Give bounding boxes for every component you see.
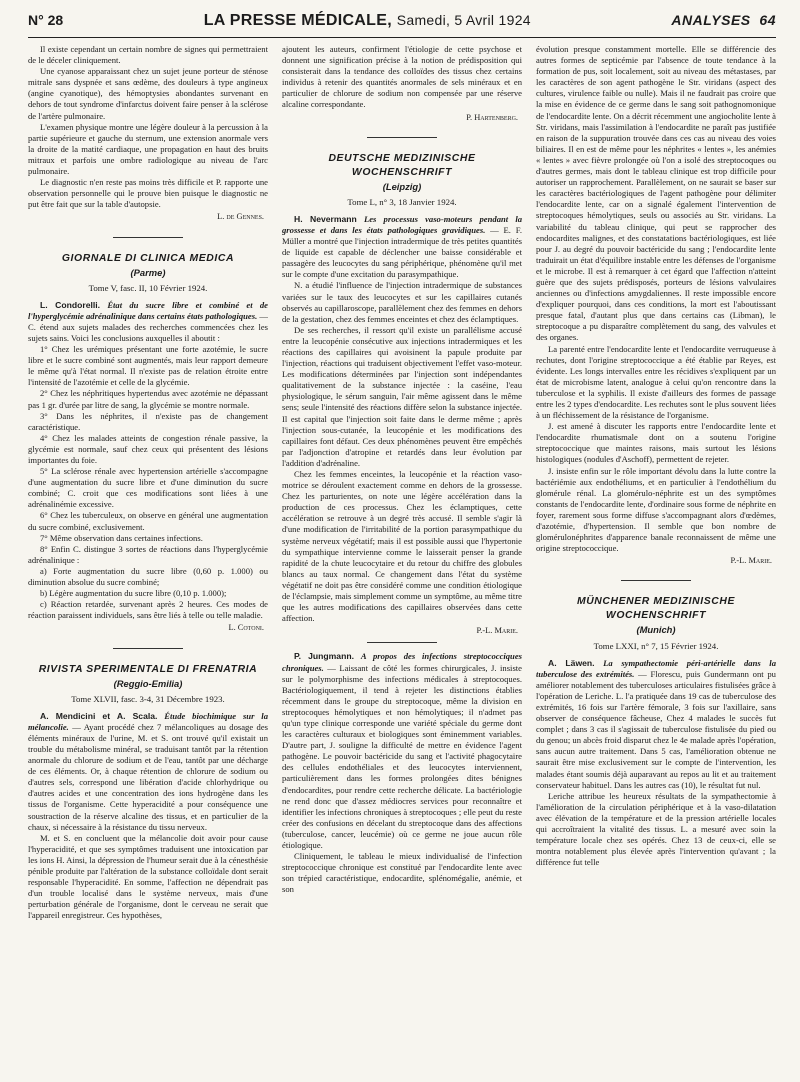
- list-item: 6° Chez les tuberculeux, on observe en général une augmentation du sucre combiné, exclusivement.: [28, 510, 268, 532]
- separator-rule: [113, 648, 183, 649]
- paragraph: Chez les femmes enceintes, la leucopénie et la réaction vaso-motrice se déroulent exactement comme en dehors de la grossesse. Chez les parturientes, on note une légère accélération dans la production de ces processus. Chez les éclamptiques, cette accélération se retrouve à un degré très accusé. Il semble s'agir là d'une modification de l'irritabilité de la portion parasympathique du système nerveux végétatif; mais il est possible aussi que l'hypertonie du sympathique intervienne comme le laisserait penser la grande rapidité de la chute leucocytaire et du retour du chiffre des globules blancs au taux normal. Ce changement dans l'état du système végétatif ne doit pas être considéré comme une condition étiologique de l'éclampsie, mais simplement comme un symptôme, au même titre que les autres modifications des capillaires observées dans cette affection.: [282, 469, 522, 624]
- signature: P.-L. Marie.: [476, 626, 518, 636]
- section-name: ANALYSES: [671, 12, 751, 28]
- article-title: Étude biochimique sur la mélancolie.: [28, 710, 268, 732]
- article: [282, 651, 522, 851]
- text-columns: [28, 44, 776, 1076]
- paragraph: évolution presque constamment mortelle. Elle se différencie des autres formes de septicémie par l'absence de toute tendance à la formation de pus, soit localement, soit au niveau des métastases, par les caractères de son agent pathogène le Str. viridans (aspect des cultures, virulence faible ou nulle). Mais il ne faudrait pas croire que la mise en évidence de ce germe dans le sang soit pathognomonique de l'endocardite lente. On a décrit récemment une angiocholite lente à Str. viridans, mais l'assimilation à l'endocardite ne paraît pas justifiée en raison de la suppuration trouvée dans ces cas au niveau des voies biliaires. Il en est de même pour les néphrites « lentes », les anémies « lentes » avec fièvre prolongée où l'on a isolé des streptocoques ou d'autres germes, mais dont le tableau clinique est trop difficile pour autoriser un rapprochement. Parallèlement, on ne saurait se baser sur les caractères bactériologiques de l'agent pathogène pour délimiter l'endocardite lente, car on a signalé également l'intervention de streptocoques hémolytiques, seuls ou associés au Str. viridans. La variabilité du tableau clinique, qui peut se rapprocher des endocardites malignes, et des constatations bactériologiques, est liée pour J. au degré du pouvoir bactéricide du sang ; l'endocardite lente traduirait un état d'équilibre instable entre les défenses de l'organisme et le microbe. Il est à remarquer à cet égard que l'affection n'atteint guère que des sujets prédisposés, porteurs de lésions valvulaires anciennes ou d'infections amygdaliennes. Il reste impossible encore d'expliquer pourquoi, dans ces conditions, la mort est l'aboutissant presque fatal, d'autant plus que dans certains cas (Libman), le streptocoque a pu disparaître complètement du sang, des valvules et des organes.: [536, 44, 776, 343]
- issue-date: Samedi, 5 Avril 1924: [396, 12, 531, 28]
- page-number: 64: [759, 12, 776, 28]
- column-2: [282, 44, 522, 1076]
- column-1: [28, 44, 268, 1076]
- paragraph: Le diagnostic n'en reste pas moins très difficile et P. rapporte une observation personnelle qui le prouve bien puisque le diagnostic ne put être fait que sur la table d'autopsie.: [28, 177, 268, 210]
- signature: L. de Gennes.: [217, 212, 264, 222]
- article: [28, 300, 268, 344]
- signature: L. Cotoni.: [228, 623, 264, 633]
- paragraph: Il existe cependant un certain nombre de signes qui permettraient de le déceler cliniquement.: [28, 44, 268, 66]
- article-author: H. Nevermann: [294, 213, 357, 224]
- list-item: 2° Chez les néphritiques hypertendus avec azotémie ne dépassant pas 1 gr. d'urée par litre de sang, la glycémie se montre normale.: [28, 388, 268, 410]
- conclusion-list: [28, 344, 268, 621]
- journal-volume: Tome V, fasc. II, 10 Février 1924.: [88, 282, 208, 293]
- journal-masthead: [204, 12, 531, 30]
- list-item: c) Réaction retardée, survenant après 2 heures. Ces modes de réaction paraissent individuels, sans être liés à telle ou telle maladie.: [28, 599, 268, 621]
- article: [282, 214, 522, 281]
- paragraph: De ses recherches, il ressort qu'il existe un parallélisme accusé entre la leucopénie consécutive aux injections intradermiques et les réactions des capillaires qui avoisinent la papule produite par l'injection, réactions qui traduisent objectivement l'effet vaso-moteur. Les modifications déterminées par l'injection sont indépendantes qualitativement de la substance injectée : la caséine, l'eau physiologique, le sérum sanguin, l'air même agissent dans le même sens; seule l'intensité des réactions diffère selon la substance injectée. Il est capital que l'injection soit faite dans le derme même ; après l'injection sous-cutanée, la leucopénie et les modifications des capillaires font défaut. Ces deux phénomènes peuvent être empêchés par l'adjonction d'atropine et retardés dans leur évolution par l'addition d'adrénaline.: [282, 324, 522, 468]
- paragraph: Leriche attribue les heureux résultats de la sympathectomie à l'amélioration de la circulation périphérique et à la vaso-dilatation avec élévation de la température et de la pression artérielle locales qui accroîtraient la vitalité des tissus. L. a mesuré avec soin la température locale chez ses opérés. Chez 13 de ceux-ci, elle se montra notablement plus élevée après l'intervention qu'avant ; la différence fut telle: [536, 790, 776, 868]
- list-item: b) Légère augmentation du sucre libre (0,10 p. 1.000);: [40, 588, 227, 599]
- journal-place: (Reggio-Emilia): [113, 677, 183, 689]
- journal-title: RIVISTA SPERIMENTALE DI FRENATRIA: [38, 663, 258, 675]
- paragraph: ajoutent les auteurs, confirment l'étiologie de cette psychose et donnent une signification précise à la notion de prédisposition qui consisterait dans la tendance des colloïdes des tissus chez certains individus à retenir des quantités anormales de sels minéraux et en particulier de chlorure de sodium non compensée par une réserve alcaline correspondante.: [282, 44, 522, 110]
- section-label: [671, 12, 776, 28]
- journal-volume: Tome LXXI, n° 7, 15 Février 1924.: [593, 640, 719, 651]
- page-header: [28, 12, 776, 38]
- article-author: A. Läwen.: [548, 657, 595, 668]
- article: [28, 711, 268, 833]
- article-title: A propos des infections streptococciques chroniques.: [282, 651, 522, 673]
- article-body: — Laissant de côté les formes chirurgicales, J. insiste sur le polymorphisme des infections médicales à streptocoques. Bactériologiquement, il tend à rejeter les distinctions établies récemment dans le groupe du streptocoque, même la division en streptocoques hémolytiques et non hémolytiques; il n'admet pas qu'un type clinique corresponde une variété spéciale du germe dont les caractères culturaux et biologiques sont éminemment variables. D'autre part, J. souligne la difficulté de mettre en évidence l'agent pathogène. Le pouvoir bactéricide du sang et l'activité phagocytaire des cellules endothéliales et des leucocytes interviennent, particulièrement dans les formes prolongées dites bénignes d'endocardites, pour rendre cette recherche délicate. La bactériologie ne rend donc que d'assez médiocres services pour reconnaître et identifier les infections chroniques à streptocoques ; elle peut du reste créer des confusions en décelant du streptocoque dans des affections (tuberculose, cancer, leucémie) où ce germe ne joue aucun rôle étiologique.: [282, 662, 522, 850]
- column-3: [536, 44, 776, 1076]
- article-title: La sympathectomie péri-artérielle dans la tuberculose des extrémités.: [536, 657, 776, 679]
- article-title: Les processus vaso-moteurs pendant la grossesse et dans les états pathologiques gravidiques.: [282, 213, 522, 235]
- paragraph: J. insiste enfin sur le rôle important dévolu dans la lutte contre la bactériémie aux endothéliums, et en particulier à l'endothélium du glomérule rénal. La glomérulo-néphrite est un des symptômes constants de l'endocardite lente, d'ordinaire sous forme de néphrite en foyer, rarement sous forme diffuse s'accompagnant alors d'œdèmes, d'azotémie, d'hypertension. Il semble que bon nombre de glomérulonéphrites d'apparence banale reconnaissent de même une origine streptococcique.: [536, 465, 776, 554]
- article-author: A. Mendicini et A. Scala.: [40, 710, 158, 721]
- journal-place: (Munich): [636, 624, 676, 636]
- journal-place: (Parme): [130, 266, 166, 278]
- article-lead: — C. étend aux sujets malades des recherches commencées chez les sujets sains. Voici les conclusions auxquelles il aboutit :: [28, 310, 268, 343]
- journal-title: MÜNCHENER MEDIZINISCHE WOCHENSCHRIFT: [576, 596, 736, 622]
- list-item: a) Forte augmentation du sucre libre (0,60 p. 1.000) ou diminution absolue du sucre combiné;: [28, 565, 268, 588]
- separator-rule: [113, 237, 183, 238]
- journal-volume: Tome XLVII, fasc. 3-4, 31 Décembre 1923.: [71, 693, 225, 704]
- journal-title: GIORNALE DI CLINICA MEDICA: [61, 252, 235, 264]
- paragraph: L'examen physique montre une légère douleur à la percussion à la partie supérieure et gauche du sternum, une extension anormale vers la droite de la matité cardiaque, une propagation en haut des bruits mitraux et parfois une ombre radiologique au niveau de l'arc pulmonaire.: [28, 121, 268, 177]
- article-body: — Florescu, puis Gundermann ont pu améliorer notablement des tuberculoses articulaires fistulisées grâce à l'opération de Leriche. L. l'a pratiquée dans 19 cas de tuberculose des extrémités, 16 fois sur l'artère fémorale, 3 fois sur l'axillaire, sans observer de conséquence fâcheuse, Chez 4 malades le succès fut complet ; dans 3 cas il s'agissait de tuberculose fistulisée du pied ou du genou; un abcès froid disparut chez le 4e malade après l'opération, sans aucun autre traitement. Dans 5 cas, l'amélioration obtenue ne saurait être mise exclusivement sur le compte de l'intervention, les malades étant soumis déjà auparavant au repos au lit et au traitement conservateur habituel. Dans les autres cas (10), le résultat fut nul.: [536, 668, 776, 790]
- issue-number: N° 28: [28, 12, 64, 28]
- separator-rule: [367, 137, 437, 138]
- separator-rule: [367, 642, 437, 643]
- paragraph: M. et S. en concluent que la mélancolie doit avoir pour cause l'hyperacidité, et que ses symptômes traduisent une intoxication par les ions H. Ainsi, la dépression de l'humeur serait due à la cénesthésie pénible produite par l'altération de la substance colloïdale dont serait responsable l'hyperacidité. En somme, l'affection ne dépendrait pas d'un trouble localisé dans le système nerveux, mais d'une perturbation générale de l'organisme, dont le cerveau ne serait que l'appareil enregistreur. Ces hypothèses,: [28, 832, 268, 921]
- article-body: — Ayant procédé chez 7 mélancoliques au dosage des éléments minéraux de l'urine, M. et S. ont trouvé qu'il existait un trouble du métabolisme minéral, se traduisant tantôt par la rétention anormale du chlorure de sodium et de l'eau, tantôt par une décharge de ces éléments. Or, à chaque rétention de chlorure de sodium ou d'autres sels, correspond une libération d'acide chlorhydrique ou d'autres acides et une concentration des ions hydrogène dans les tissus de l'organisme. Cette hyperacidité a pour conséquence une soustraction de la réserve alcaline des tissus, et en particulier de la chaux, si nécessaire à la résistance du tissu nerveux.: [28, 721, 268, 832]
- article-author: P. Jungmann.: [294, 651, 354, 662]
- journal-name: LA PRESSE MÉDICALE,: [203, 12, 392, 29]
- separator-rule: [621, 580, 691, 581]
- list-item: 5° La sclérose rénale avec hypertension artérielle s'accompagne d'une augmentation du sucre libre et d'une diminution du sucre combiné; C. croit que ces modifications sont liées à une adrénalinémie excessive.: [28, 466, 268, 510]
- signature: P.-L. Marie.: [730, 556, 772, 566]
- list-item: 1° Chez les urémiques présentant une forte azotémie, le sucre libre et le sucre combiné sont augmentés, mais leur rapport demeure le même qu'à l'état normal. Il n'existe pas de relation étroite entre l'intensité de l'azotémie et celle de la glycémie.: [28, 344, 268, 388]
- list-item: 8° Enfin C. distingue 3 sortes de réactions dans l'hyperglycémie adrénalinique :: [28, 543, 268, 565]
- article-author: L. Condorelli.: [40, 299, 101, 310]
- paragraph: La parenté entre l'endocardite lente et l'endocardite verruqueuse à rechutes, dont l'origine streptococcique a été établie par Reyes, est évidente. Les longs intervalles entre les récidives s'expliquent par un état de microbisme latent, analogue à celui qu'on rencontre dans la tuberculose et la syphilis. Il existe d'ailleurs des formes de passage entre les 2 types d'endocardite. Les rechutes sont le plus souvent liées à un fléchissement de la résistance de l'organisme.: [536, 343, 776, 421]
- signature: P. Hartenberg.: [466, 112, 518, 122]
- journal-volume: Tome L, n° 3, 18 Janvier 1924.: [347, 196, 457, 207]
- paragraph: Cliniquement, le tableau le mieux individualisé de l'infection streptococcique chronique est constitué par l'endocardite lente avec son trépied caractéristique, endocardite, splénomégalie, anémie, et son: [282, 851, 522, 895]
- paragraph: N. a étudié l'influence de l'injection intradermique de substances variées sur le taux des leucocytes et sur les capillaires cutanés observés au capillaroscope, parallèlement chez des femmes en dehors de la gestation, chez des femmes enceintes et chez des éclamptiques.: [282, 280, 522, 324]
- paragraph: J. est amené à discuter les rapports entre l'endocardite lente et l'endocardite rhumatismale dont on a soutenu l'origine streptococcique que maintes raisons, mais surtout les lésions histologiques (nodules d'Aschoff), permettent de rejeter.: [536, 421, 776, 465]
- journal-title: DEUTSCHE MEDIZINISCHE WOCHENSCHRIFT: [328, 152, 476, 178]
- paragraph: Une cyanose apparaissant chez un sujet jeune porteur de sténose mitrale sans dyspnée et sans œdème, des douleurs à type angineux (angine cyanotique), des hémoptysies abondantes survenant en dehors de tout syndrome d'infarctus doivent faire penser à la sclérose de l'artère pulmonaire.: [28, 66, 268, 121]
- list-item: 3° Dans les néphrites, il n'existe pas de changement caractéristique.: [28, 410, 268, 432]
- journal-place: (Leipzig): [382, 180, 422, 192]
- article-body: — E. F. Müller a montré que l'injection intradermique de très petites quantités de liquide est capable de déclencher une baisse considérable et passagère des leucocytes du sang périphérique, phénomène qu'il met sur le compte d'une excitation du parasympathique.: [282, 224, 522, 280]
- list-item: 4° Chez les malades atteints de congestion rénale passive, la glycémie est normale, sauf chez ceux qui présentent des lésions importantes du foie.: [28, 432, 268, 465]
- article-title: État du sucre libre et combiné et de l'hyperglycémie adrénalinique dans certains états pathologiques.: [28, 299, 268, 321]
- list-item: 7° Même observation dans certaines infections.: [40, 532, 203, 543]
- article: [536, 658, 776, 791]
